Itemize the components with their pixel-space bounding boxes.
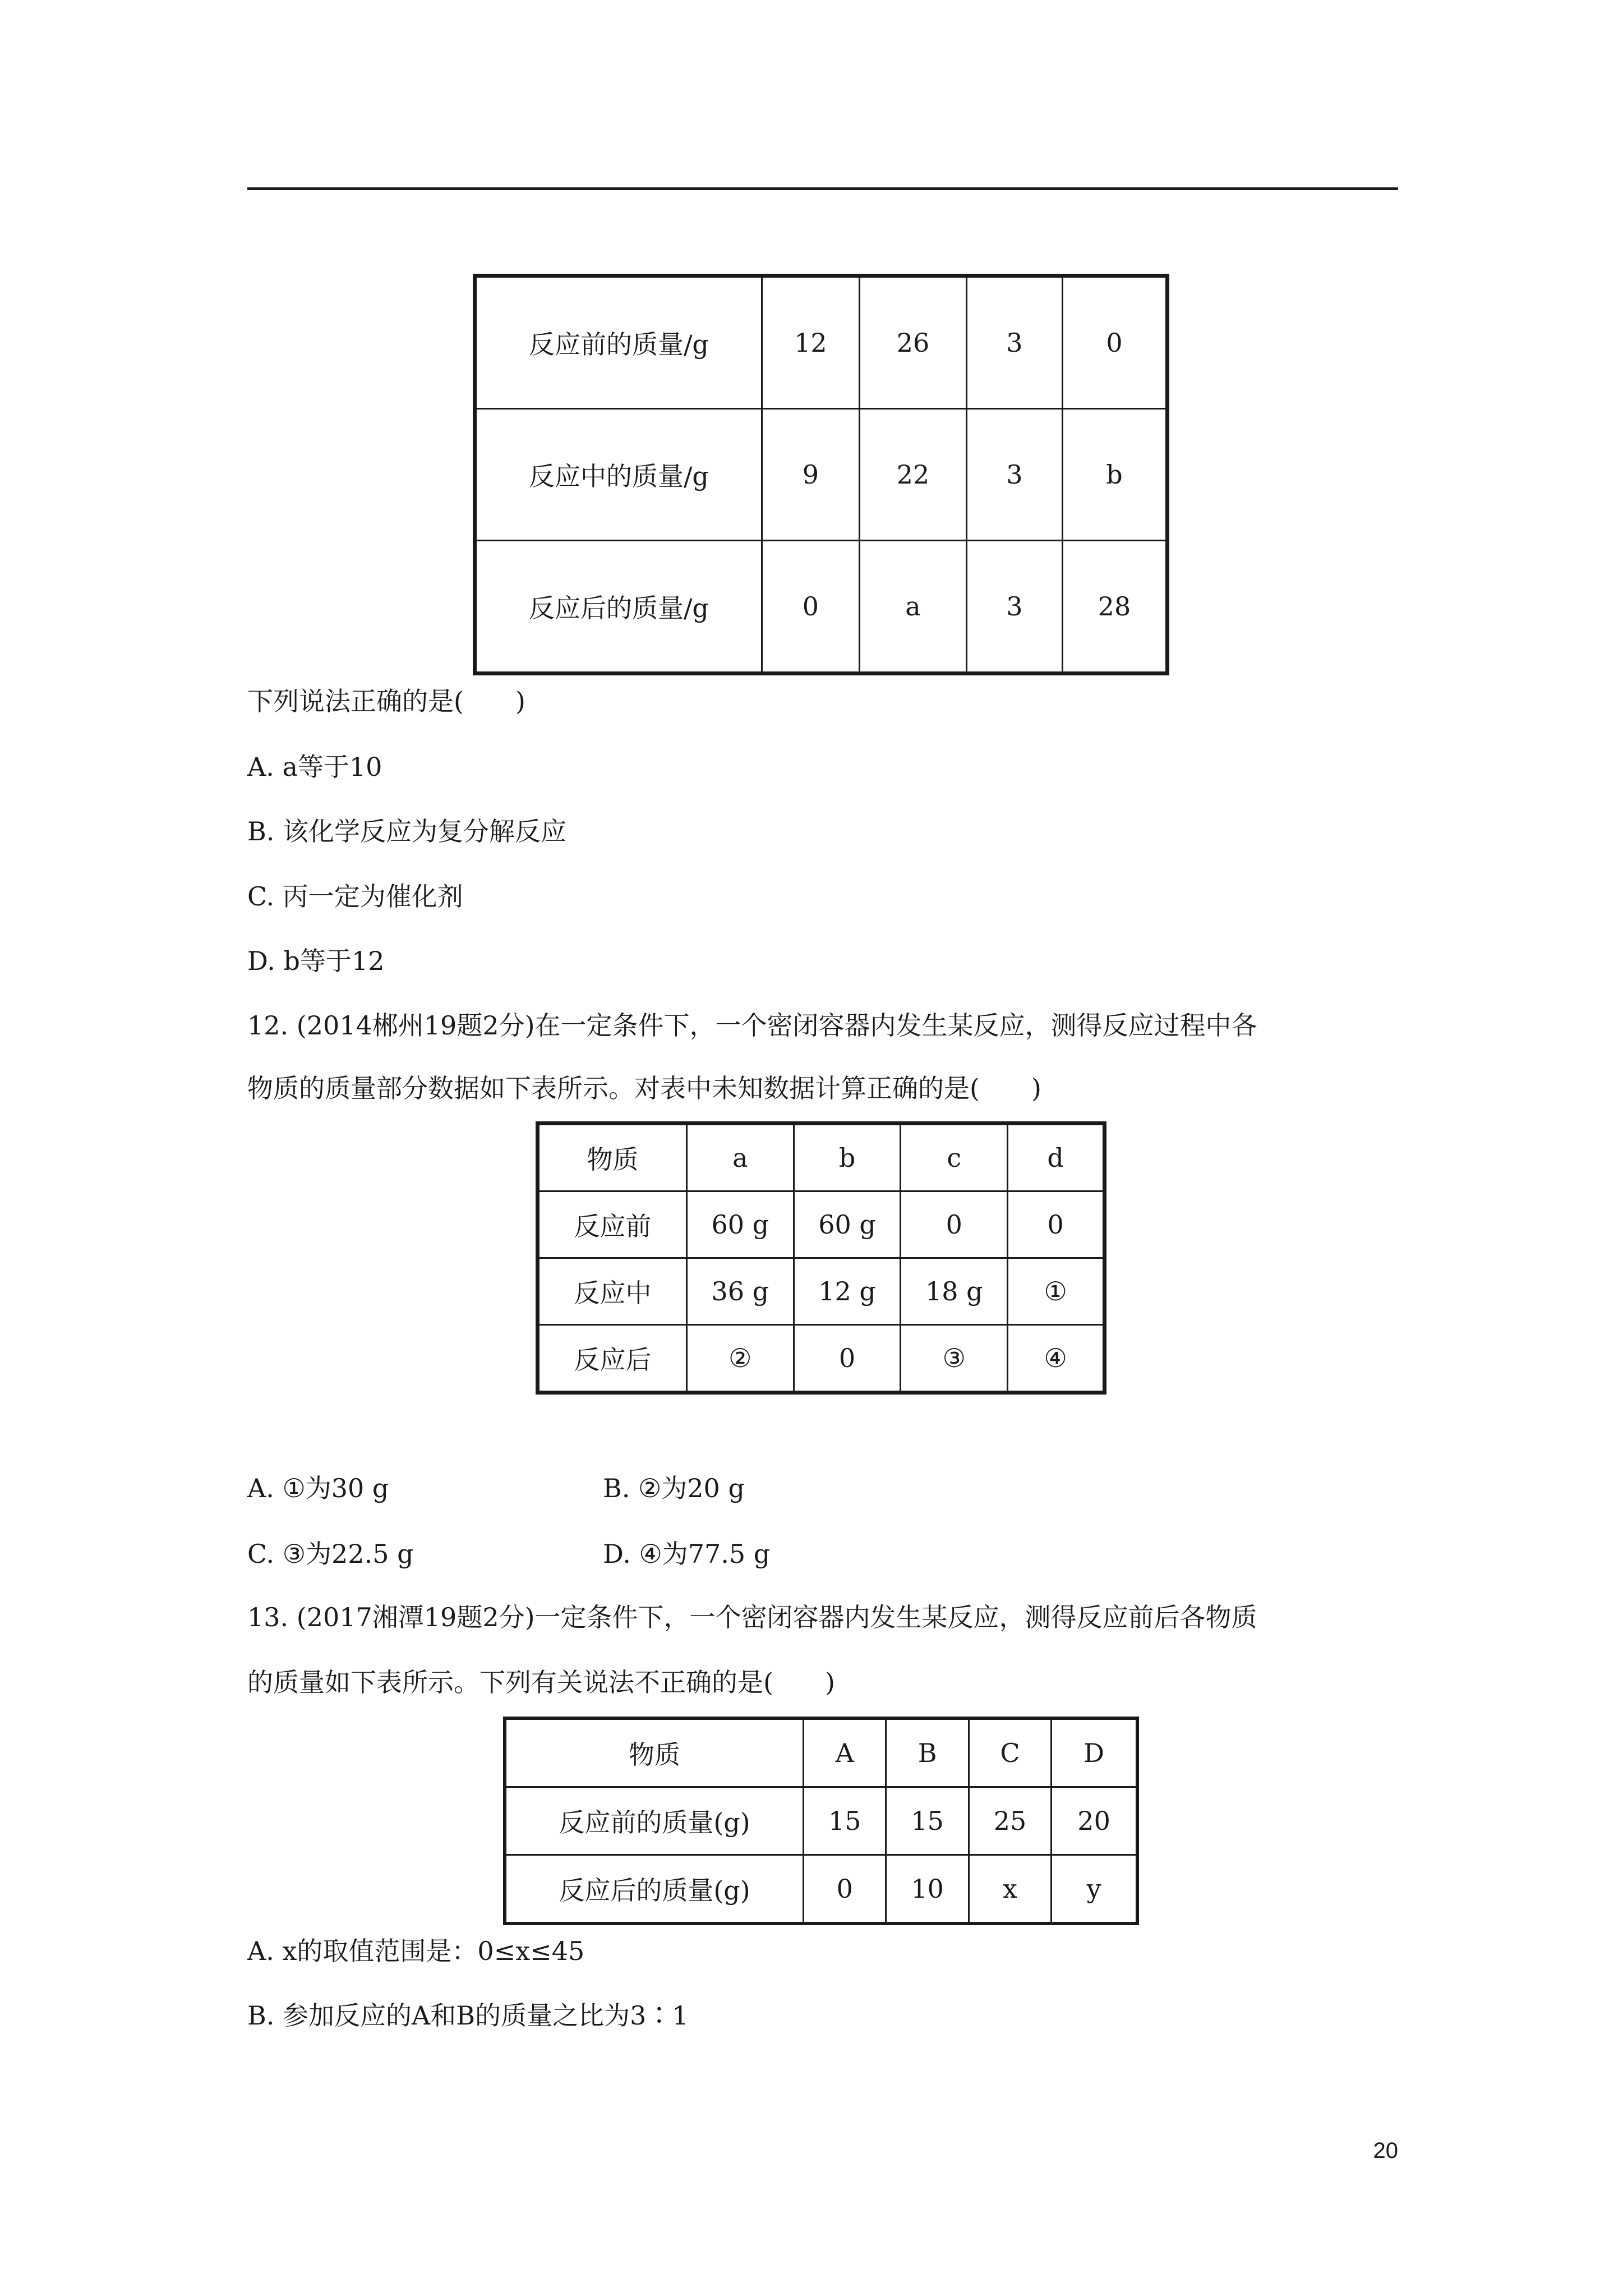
table-cell: 22 xyxy=(859,409,966,541)
table-cell: a xyxy=(859,541,966,674)
table-cell: 反应后的质量(g) xyxy=(505,1855,804,1924)
table-cell: 60 g xyxy=(794,1191,901,1258)
option-b: B. 该化学反应为复分解反应 xyxy=(247,816,567,846)
table-cell: b xyxy=(794,1124,901,1191)
question-13-line2: 的质量如下表所示。下列有关说法不正确的是( ) xyxy=(247,1667,835,1697)
table-cell: d xyxy=(1008,1124,1105,1191)
table-row xyxy=(475,541,1168,674)
table-cell: ① xyxy=(1008,1258,1105,1325)
table-cell: 10 xyxy=(886,1855,969,1924)
option-b: B. 参加反应的A和B的质量之比为3∶1 xyxy=(247,2000,689,2031)
table-cell: 物质 xyxy=(505,1718,804,1787)
table-cell: D xyxy=(1052,1718,1137,1787)
table-cell: 20 xyxy=(1052,1787,1137,1855)
table-cell: 26 xyxy=(859,276,966,409)
table-cell: 12 g xyxy=(794,1258,901,1325)
option-a: A. ①为30 g xyxy=(247,1473,389,1503)
table-row xyxy=(505,1855,1137,1924)
header-rule xyxy=(247,187,1398,190)
table-cell: 28 xyxy=(1062,541,1167,674)
table-cell: 15 xyxy=(886,1787,969,1855)
table-row xyxy=(475,276,1168,409)
table-cell: 15 xyxy=(804,1787,886,1855)
table-cell: x xyxy=(969,1855,1051,1924)
table-row xyxy=(538,1325,1105,1393)
table-row xyxy=(538,1191,1105,1258)
table-cell: C xyxy=(969,1718,1051,1787)
table-row xyxy=(538,1124,1105,1191)
table-cell: 反应后 xyxy=(538,1325,687,1393)
table-cell: a xyxy=(686,1124,794,1191)
data-table-2 xyxy=(536,1121,1106,1395)
table-cell: c xyxy=(901,1124,1008,1191)
option-c: C. 丙一定为催化剂 xyxy=(247,881,463,912)
table-cell: 0 xyxy=(794,1325,901,1393)
option-a: A. x的取值范围是：0≤x≤45 xyxy=(247,1936,585,1966)
table-row xyxy=(538,1258,1105,1325)
table-row xyxy=(505,1787,1137,1855)
table-cell: 反应中的质量/g xyxy=(475,409,762,541)
table-row xyxy=(475,409,1168,541)
table-cell: A xyxy=(804,1718,886,1787)
table-cell: 0 xyxy=(1062,276,1167,409)
data-table-3 xyxy=(503,1717,1139,1925)
table-cell: 25 xyxy=(969,1787,1051,1855)
table-cell: 0 xyxy=(804,1855,886,1924)
table-cell: 反应中 xyxy=(538,1258,687,1325)
table-cell: 物质 xyxy=(538,1124,687,1191)
table-cell: 反应后的质量/g xyxy=(475,541,762,674)
table-cell: 9 xyxy=(762,409,859,541)
table-cell: 0 xyxy=(762,541,859,674)
table-cell: 反应前的质量/g xyxy=(475,276,762,409)
table-cell: ③ xyxy=(901,1325,1008,1393)
table-cell: y xyxy=(1052,1855,1137,1924)
option-d: D. ④为77.5 g xyxy=(603,1539,771,1569)
table-cell: 0 xyxy=(901,1191,1008,1258)
table-cell: 60 g xyxy=(686,1191,794,1258)
table-cell: ② xyxy=(686,1325,794,1393)
table-cell: 0 xyxy=(1008,1191,1105,1258)
table-cell: 18 g xyxy=(901,1258,1008,1325)
table-cell: 3 xyxy=(966,276,1062,409)
table-cell: 36 g xyxy=(686,1258,794,1325)
table-cell: B xyxy=(886,1718,969,1787)
table-row xyxy=(505,1718,1137,1787)
option-b: B. ②为20 g xyxy=(603,1473,745,1503)
table-cell: ④ xyxy=(1008,1325,1105,1393)
question-12-line2: 物质的质量部分数据如下表所示。对表中未知数据计算正确的是( ) xyxy=(247,1073,1041,1103)
option-a: A. a等于10 xyxy=(247,752,382,782)
data-table-1 xyxy=(473,274,1169,675)
table-cell: 3 xyxy=(966,409,1062,541)
option-c: C. ③为22.5 g xyxy=(247,1539,414,1569)
question-12-line1: 12. (2014郴州19题2分)在一定条件下，一个密闭容器内发生某反应，测得反应过程中各 xyxy=(247,1010,1257,1041)
table-cell: 反应前的质量(g) xyxy=(505,1787,804,1855)
question-prompt: 下列说法正确的是( ) xyxy=(247,686,525,716)
table-cell: 12 xyxy=(762,276,859,409)
table-cell: b xyxy=(1062,409,1167,541)
question-13-line1: 13. (2017湘潭19题2分)一定条件下，一个密闭容器内发生某反应，测得反应前后各物质 xyxy=(247,1602,1257,1632)
table-cell: 3 xyxy=(966,541,1062,674)
table-cell: 反应前 xyxy=(538,1191,687,1258)
page-number: 20 xyxy=(1373,2138,1398,2163)
option-d: D. b等于12 xyxy=(247,946,385,976)
